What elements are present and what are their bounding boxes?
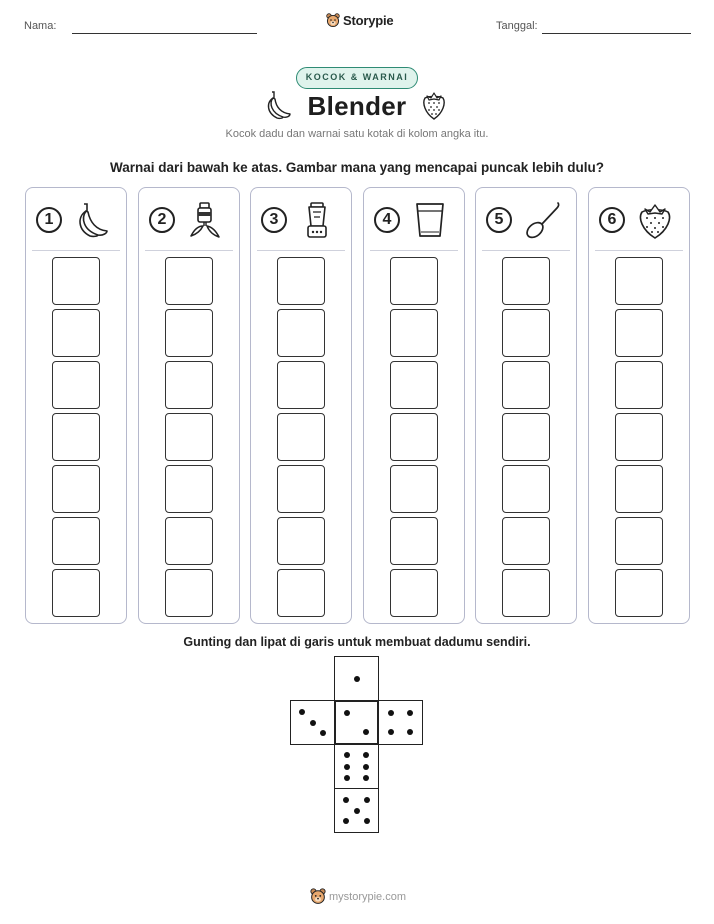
color-box[interactable] [502,257,550,305]
color-box[interactable] [502,361,550,409]
color-box[interactable] [277,465,325,513]
pip [363,775,369,781]
pip [343,818,349,824]
instruction: Warnai dari bawah ke atas. Gambar mana yang mencapai puncak lebih dulu? [110,160,604,175]
color-box[interactable] [165,361,213,409]
pip [364,797,370,803]
pip [354,676,360,682]
color-box[interactable] [502,465,550,513]
color-box[interactable] [165,309,213,357]
color-box[interactable] [502,569,550,617]
color-box[interactable] [615,465,663,513]
pip [407,729,413,735]
column-number: 3 [261,207,287,233]
dice-instruction: Gunting dan lipat di garis untuk membuat dadumu sendiri. [183,635,531,649]
pip [407,710,413,716]
color-box[interactable] [52,361,100,409]
column-number: 6 [599,207,625,233]
glass-icon [410,200,450,240]
color-box[interactable] [52,413,100,461]
dice-face-2[interactable] [334,700,379,745]
column-number: 1 [36,207,62,233]
color-box[interactable] [390,257,438,305]
column-1 [25,187,127,624]
color-box[interactable] [165,257,213,305]
color-box[interactable] [52,517,100,565]
color-box[interactable] [615,517,663,565]
date-label: Tanggal: [496,20,538,32]
strawberry-icon [419,89,449,121]
footer [310,888,406,905]
color-box[interactable] [52,309,100,357]
page-title: Blender [307,91,407,121]
column-number: 5 [486,207,512,233]
color-box[interactable] [165,517,213,565]
color-box[interactable] [615,257,663,305]
column-divider [145,250,233,251]
color-box[interactable] [502,517,550,565]
pip [344,710,350,716]
pip [343,797,349,803]
name-line[interactable] [72,33,257,34]
date-line[interactable] [542,33,691,34]
color-box[interactable] [277,361,325,409]
column-4 [363,187,465,624]
pip [363,752,369,758]
color-box[interactable] [390,309,438,357]
footer-url[interactable]: mystorypie.com [329,890,407,903]
blender-icon [297,200,337,240]
color-box[interactable] [502,413,550,461]
spoon-icon [522,200,562,240]
pip [320,730,326,736]
brand-name: Storypie [343,13,394,28]
pip [363,764,369,770]
dice-face-1[interactable] [334,656,379,701]
bear-icon [326,13,340,28]
column-number: 4 [374,207,400,233]
color-box[interactable] [615,413,663,461]
brand-logo [326,13,393,28]
pip [344,775,350,781]
color-box[interactable] [390,569,438,617]
column-divider [482,250,570,251]
column-divider [595,250,683,251]
color-box[interactable] [615,361,663,409]
dice-face-4[interactable] [378,700,423,745]
color-box[interactable] [165,413,213,461]
pip [344,764,350,770]
column-divider [370,250,458,251]
subtitle: Kocok dadu dan warnai satu kotak di kolom angka itu. [225,128,489,140]
strawberry-icon [635,200,675,240]
pip [388,710,394,716]
banana-icon [72,200,112,240]
color-box[interactable] [52,569,100,617]
pip [299,709,305,715]
color-box[interactable] [165,465,213,513]
column-divider [257,250,345,251]
color-box[interactable] [277,309,325,357]
color-box[interactable] [390,465,438,513]
column-5 [475,187,577,624]
color-box[interactable] [277,569,325,617]
color-box[interactable] [615,569,663,617]
pip [354,808,360,814]
dice-face-6[interactable] [334,744,379,789]
color-box[interactable] [390,517,438,565]
color-box[interactable] [277,413,325,461]
dice-face-5[interactable] [334,788,379,833]
pip [388,729,394,735]
column-divider [32,250,120,251]
pip [344,752,350,758]
color-box[interactable] [615,309,663,357]
dice-face-3[interactable] [290,700,335,745]
column-3 [250,187,352,624]
color-box[interactable] [390,413,438,461]
pip [364,818,370,824]
name-label: Nama: [24,20,57,32]
column-6 [588,187,690,624]
pip [363,729,369,735]
color-box[interactable] [390,361,438,409]
column-number: 2 [149,207,175,233]
pepper-grinder-icon [185,200,225,240]
bear-icon [310,888,326,905]
color-box[interactable] [277,517,325,565]
color-box[interactable] [165,569,213,617]
column-2 [138,187,240,624]
pip [310,720,316,726]
color-box[interactable] [52,257,100,305]
color-box[interactable] [502,309,550,357]
activity-badge: KOCOK & WARNAI [296,67,418,89]
color-box[interactable] [277,257,325,305]
color-box[interactable] [52,465,100,513]
